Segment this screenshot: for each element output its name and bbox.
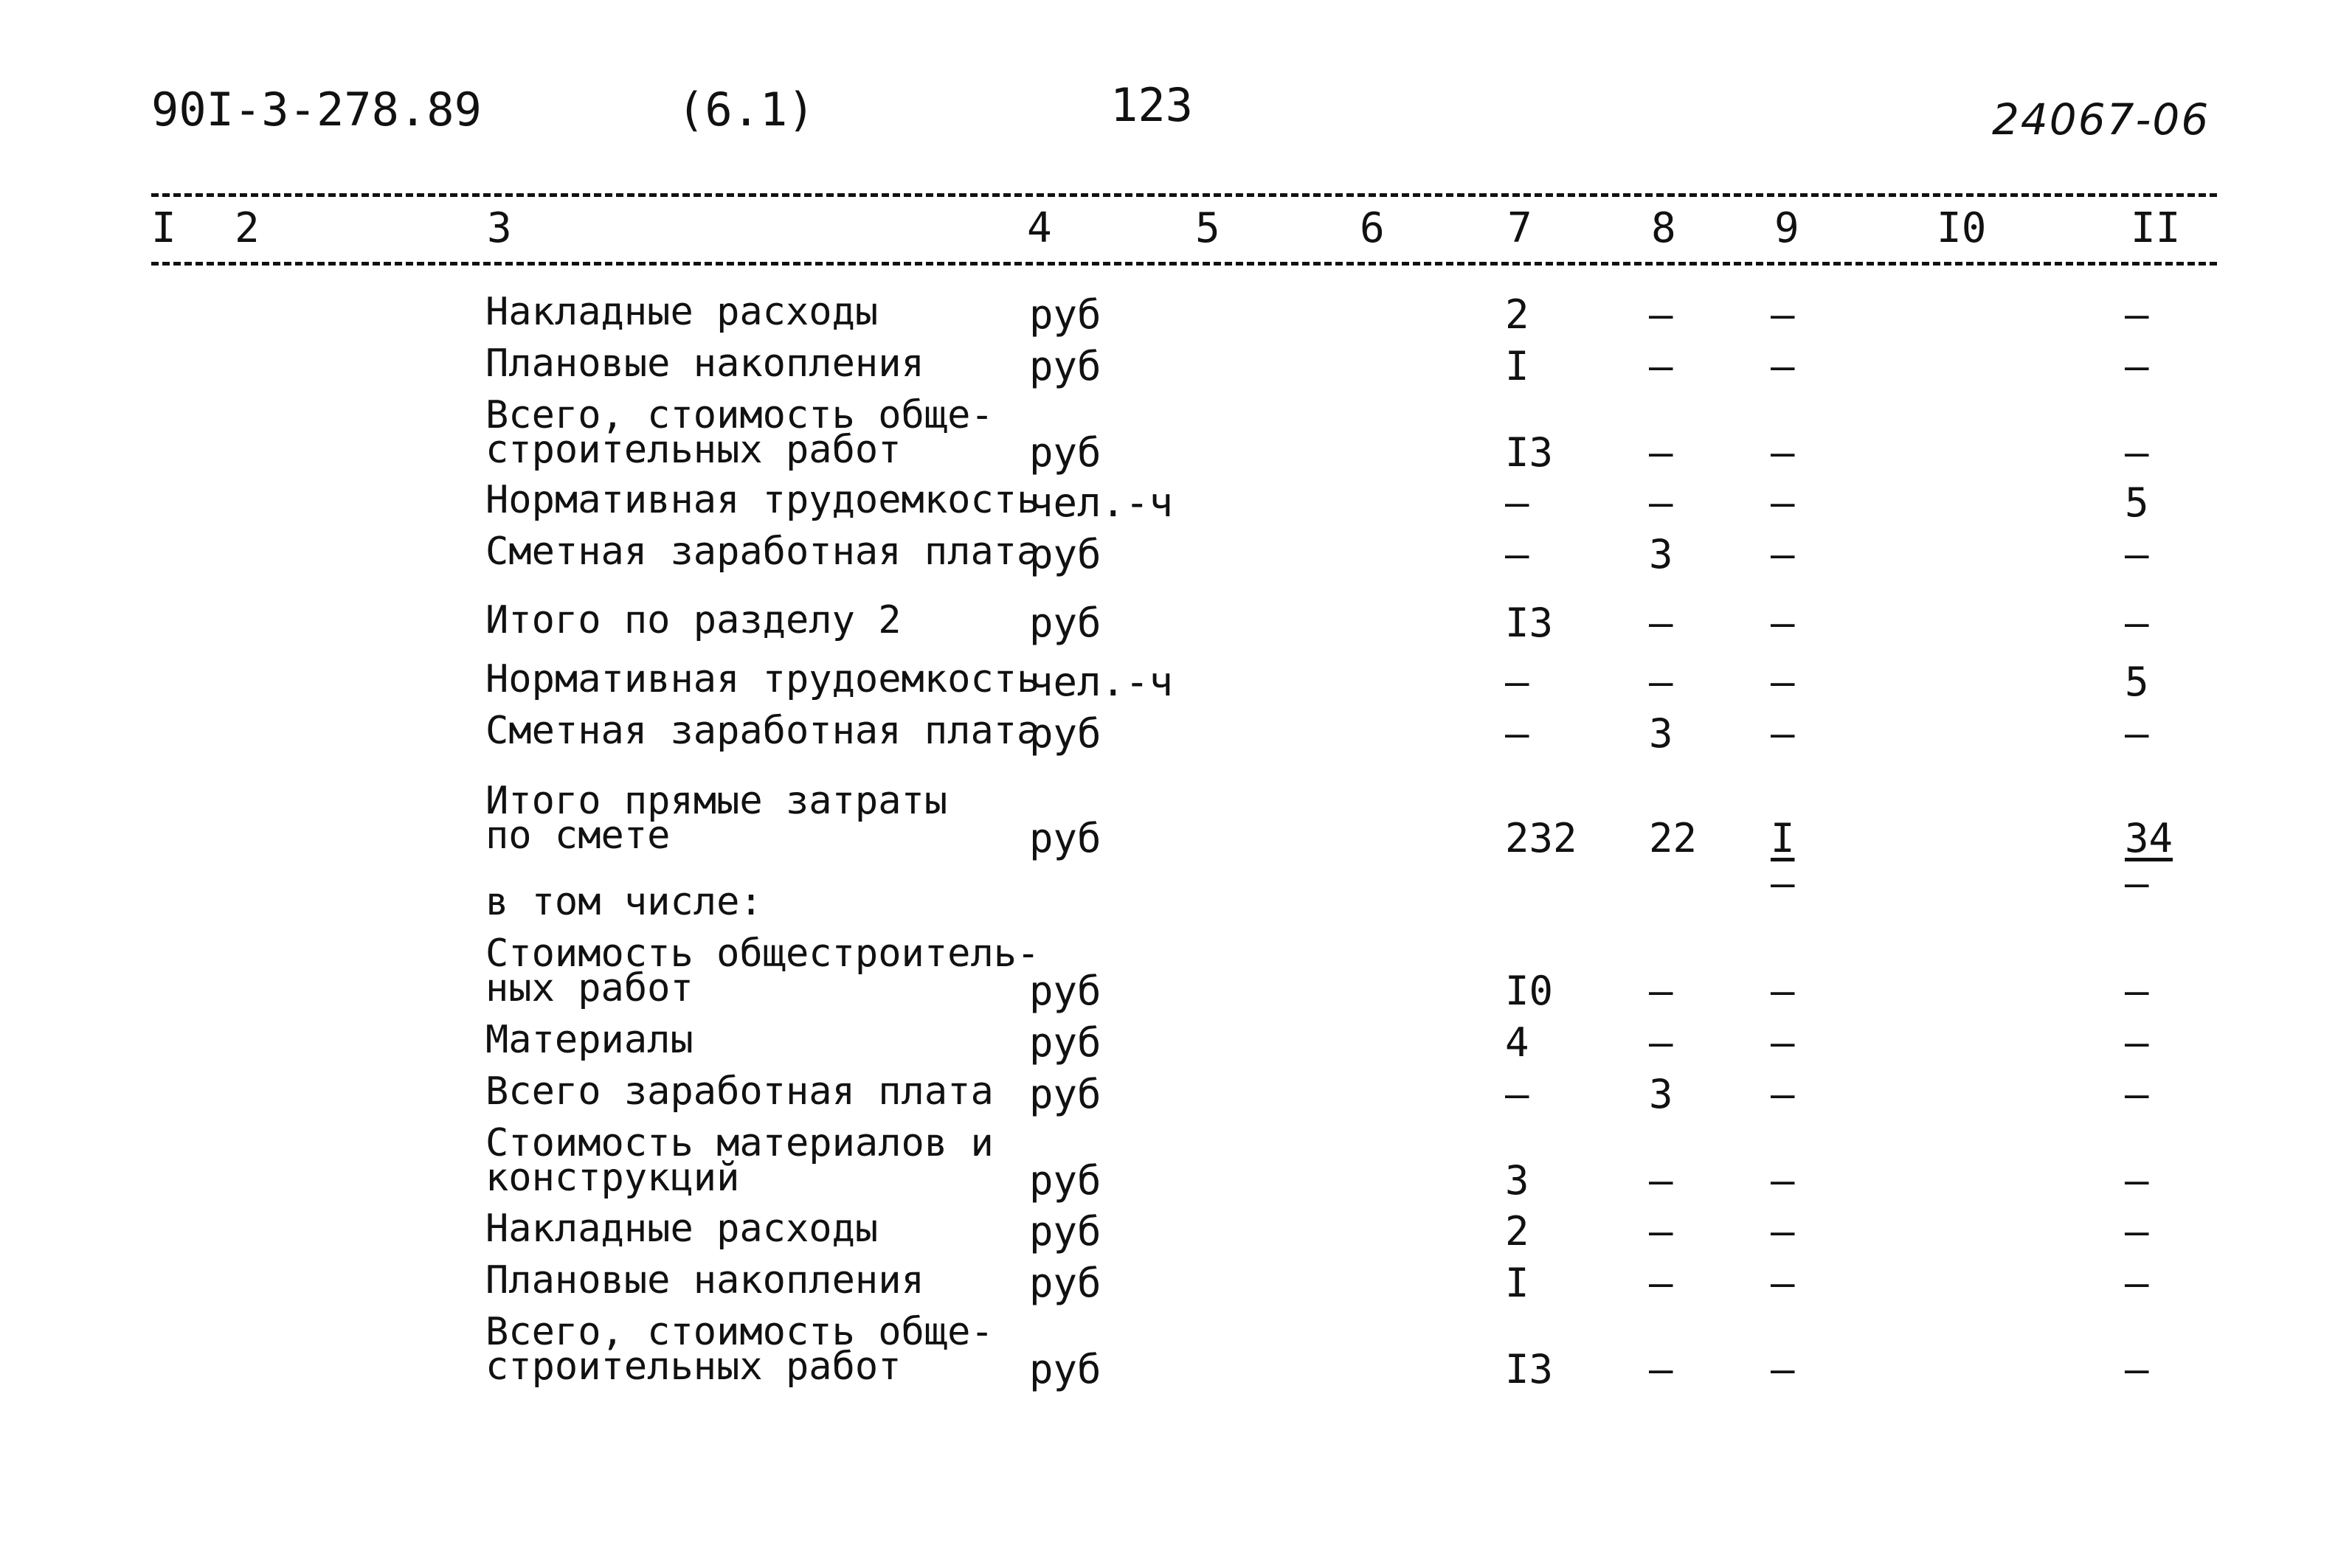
row-unit: руб — [1029, 815, 1101, 861]
row-unit: руб — [1029, 1208, 1101, 1255]
row-label: Нормативная трудоемкость — [485, 657, 1040, 701]
row-col8: – — [1649, 291, 1673, 338]
row-col7: I — [1505, 343, 1529, 389]
row-col8: 3 — [1649, 710, 1673, 757]
header-bottom-rule — [151, 262, 2217, 266]
column-number: 7 — [1507, 204, 1532, 252]
row-unit: руб — [1029, 291, 1101, 338]
row-unit: руб — [1029, 968, 1101, 1014]
row-col11: – — [2125, 429, 2149, 476]
row-col7: I3 — [1505, 1346, 1554, 1392]
row-col7: I3 — [1505, 600, 1554, 646]
row-col8: – — [1649, 1208, 1673, 1255]
row-col9: I — [1771, 815, 1795, 861]
column-number: 5 — [1195, 204, 1220, 252]
row-col11: – — [2125, 1260, 2149, 1306]
row-col11: – — [2125, 1157, 2149, 1204]
row-col9: – — [1771, 291, 1795, 338]
row-col9: – — [1771, 600, 1795, 646]
row-unit: руб — [1029, 1346, 1101, 1392]
row-col9: – — [1771, 710, 1795, 757]
row-col9: – — [1771, 531, 1795, 577]
row-col11-subtotal: – — [2125, 860, 2149, 906]
row-col9: – — [1771, 659, 1795, 705]
row-col9: – — [1771, 1157, 1795, 1204]
row-label: в том числе: — [485, 880, 763, 924]
row-col7: 4 — [1505, 1019, 1529, 1066]
row-label: Плановые накопления — [485, 341, 924, 386]
row-col11: 5 — [2125, 659, 2149, 705]
row-label: Всего, стоимость обще- строительных работ — [485, 1310, 994, 1389]
header-top-rule — [151, 193, 2217, 197]
row-col8: 22 — [1649, 815, 1698, 861]
row-col8: – — [1649, 343, 1673, 389]
row-label: Сметная заработная плата — [485, 709, 1040, 753]
archive-number: 24067-06 — [1992, 94, 2210, 145]
row-unit: руб — [1029, 343, 1101, 389]
row-col11: – — [2125, 1071, 2149, 1117]
row-col7: – — [1505, 659, 1529, 705]
row-unit: чел.-ч — [1029, 659, 1174, 705]
row-col8: 3 — [1649, 1071, 1673, 1117]
row-col7: 2 — [1505, 291, 1529, 338]
row-col11: – — [2125, 531, 2149, 577]
row-col8: 3 — [1649, 531, 1673, 577]
row-unit: чел.-ч — [1029, 479, 1174, 526]
row-label: Сметная заработная плата — [485, 530, 1040, 574]
column-number: I — [151, 204, 176, 252]
row-col11: – — [2125, 343, 2149, 389]
row-label: Итого прямые затраты по смете — [485, 779, 948, 858]
row-col8: – — [1649, 429, 1673, 476]
row-col11: – — [2125, 600, 2149, 646]
row-col9: – — [1771, 1071, 1795, 1117]
row-unit: руб — [1029, 1019, 1101, 1066]
row-label: Стоимость материалов и конструкций — [485, 1121, 994, 1200]
row-label: Итого по разделу 2 — [485, 598, 902, 642]
row-label: Накладные расходы — [485, 290, 879, 334]
row-col11: – — [2125, 710, 2149, 757]
column-number: I0 — [1937, 204, 1987, 252]
document-code: 90I-3-278.89 — [151, 83, 482, 136]
row-col8: – — [1649, 1157, 1673, 1204]
row-unit: руб — [1029, 429, 1101, 476]
row-col9: – — [1771, 479, 1795, 526]
row-col9: – — [1771, 429, 1795, 476]
page-number: 123 — [1110, 78, 1193, 132]
row-col11: – — [2125, 968, 2149, 1014]
row-col8: – — [1649, 1019, 1673, 1066]
row-col7: – — [1505, 710, 1529, 757]
row-col8: – — [1649, 968, 1673, 1014]
row-label: Накладные расходы — [485, 1207, 879, 1251]
row-col11: – — [2125, 1019, 2149, 1066]
row-col8: – — [1649, 600, 1673, 646]
row-unit: руб — [1029, 531, 1101, 577]
column-number: II — [2131, 204, 2181, 252]
row-unit: руб — [1029, 600, 1101, 646]
row-col9-subtotal: – — [1771, 860, 1795, 906]
row-col9: – — [1771, 1346, 1795, 1392]
row-label: Нормативная трудоемкость — [485, 478, 1040, 522]
row-col7: I0 — [1505, 968, 1554, 1014]
row-col7: 3 — [1505, 1157, 1529, 1204]
row-col8: – — [1649, 659, 1673, 705]
column-number: 6 — [1360, 204, 1385, 252]
row-col7: – — [1505, 479, 1529, 526]
row-label: Плановые накопления — [485, 1258, 924, 1302]
row-col7: 232 — [1505, 815, 1577, 861]
column-number: 4 — [1027, 204, 1052, 252]
row-col7: I3 — [1505, 429, 1554, 476]
row-col7: I — [1505, 1260, 1529, 1306]
column-number: 2 — [235, 204, 260, 252]
row-col8: – — [1649, 1260, 1673, 1306]
row-label: Стоимость общестроитель- ных работ — [485, 932, 1040, 1010]
row-col11: – — [2125, 291, 2149, 338]
row-col9: – — [1771, 1019, 1795, 1066]
row-col7: 2 — [1505, 1208, 1529, 1255]
row-col11: – — [2125, 1346, 2149, 1392]
row-unit: руб — [1029, 710, 1101, 757]
row-col9: – — [1771, 1208, 1795, 1255]
row-col8: – — [1649, 1346, 1673, 1392]
column-number: 8 — [1651, 204, 1676, 252]
row-col11: 5 — [2125, 479, 2149, 526]
row-col7: – — [1505, 531, 1529, 577]
row-unit: руб — [1029, 1157, 1101, 1204]
row-label: Всего, стоимость обще- строительных работ — [485, 393, 994, 472]
row-col11: 34 — [2125, 815, 2173, 861]
section-number: (6.1) — [677, 83, 815, 136]
row-unit: руб — [1029, 1260, 1101, 1306]
row-col8: – — [1649, 479, 1673, 526]
row-label: Материалы — [485, 1018, 694, 1062]
row-col9: – — [1771, 968, 1795, 1014]
row-col7: – — [1505, 1071, 1529, 1117]
column-number: 9 — [1774, 204, 1799, 252]
row-unit: руб — [1029, 1071, 1101, 1117]
row-col11: – — [2125, 1208, 2149, 1255]
row-col9: – — [1771, 1260, 1795, 1306]
row-col9: – — [1771, 343, 1795, 389]
row-label: Всего заработная плата — [485, 1069, 994, 1114]
column-number: 3 — [487, 204, 512, 252]
